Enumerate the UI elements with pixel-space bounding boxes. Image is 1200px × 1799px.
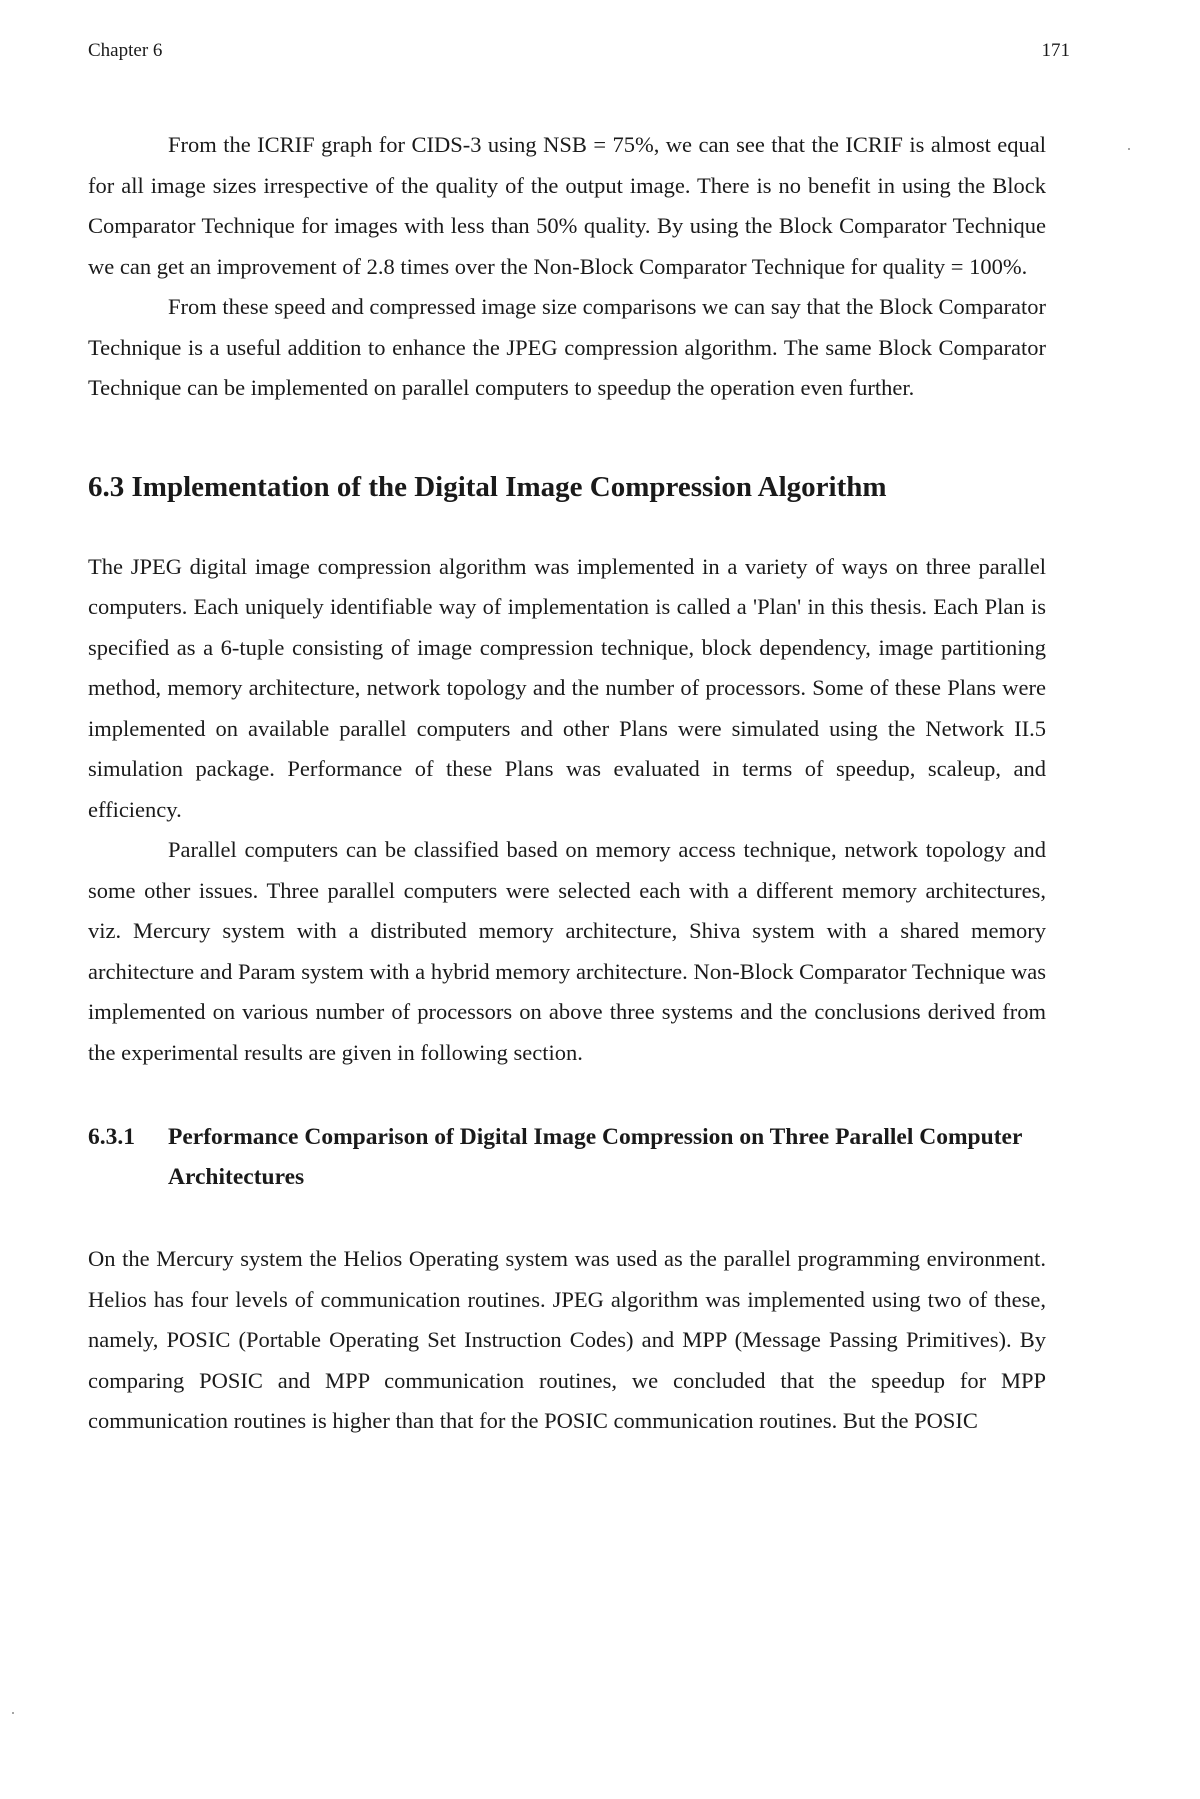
page-content <box>88 125 1046 1442</box>
chapter-label: Chapter 6 <box>88 40 163 61</box>
paragraph: From the ICRIF graph for CIDS-3 using NSB = 75%, we can see that the ICRIF is almost equal for all image sizes irrespective of the quality of the output image. There is no benefit in using the Block Comparator Technique for images with less than 50% quality. By using the Block Comparator Technique we can get an improvement of 2.8 times over the Non-Block Comparator Technique for quality = 100%. <box>88 132 1046 279</box>
paragraph: From these speed and compressed image size comparisons we can say that the Block Comparator Technique is a useful addition to enhance the JPEG compression algorithm. The same Block Comparator Technique can be implemented on parallel computers to speedup the operation even further. <box>88 294 1046 400</box>
paragraph: On the Mercury system the Helios Operating system was used as the parallel programming environment. Helios has four levels of communication routines. JPEG algorithm was implemented using two of these, namely, POSIC (Portable Operating Set Instruction Codes) and MPP (Message Passing Primitives). By comparing POSIC and MPP communication routines, we concluded that the speedup for MPP communication routines is higher than that for the POSIC communication routines. But the POSIC <box>88 1246 1046 1433</box>
paragraph: The JPEG digital image compression algorithm was implemented in a variety of ways on three parallel computers. Each uniquely identifiable way of implementation is called a 'Plan' in this thesis. Each Plan is specified as a 6-tuple consisting of image compression technique, block dependency, image partitioning method, memory architecture, network topology and the number of processors. Some of these Plans were implemented on available parallel computers and other Plans were simulated using the Network II.5 simulation package. Performance of these Plans was evaluated in terms of speedup, scaleup, and efficiency. <box>88 553 1046 822</box>
page-number: 171 <box>1041 40 1070 61</box>
running-header <box>88 40 1070 62</box>
section-heading: 6.3 Implementation of the Digital Image Compression Algorithm <box>88 470 887 503</box>
paragraph: Parallel computers can be classified based on memory access technique, network topology and some other issues. Three parallel computers were selected each with a different memory architectures, viz. Mercury system with a distributed memory architecture, Shiva system with a shared memory architecture and Param system with a hybrid memory architecture. Non-Block Comparator Technique was implemented on various number of processors on above three systems and the conclusions derived from the experimental results are given in following section. <box>88 837 1046 1065</box>
subsection-number: 6.3.1 <box>88 1124 135 1150</box>
scan-speck <box>12 1712 14 1714</box>
scan-speck <box>1128 148 1130 150</box>
subsection-heading <box>88 1117 1046 1197</box>
subsection-title: Performance Comparison of Digital Image Compression on Three Parallel Computer Architectures <box>168 1124 1022 1190</box>
